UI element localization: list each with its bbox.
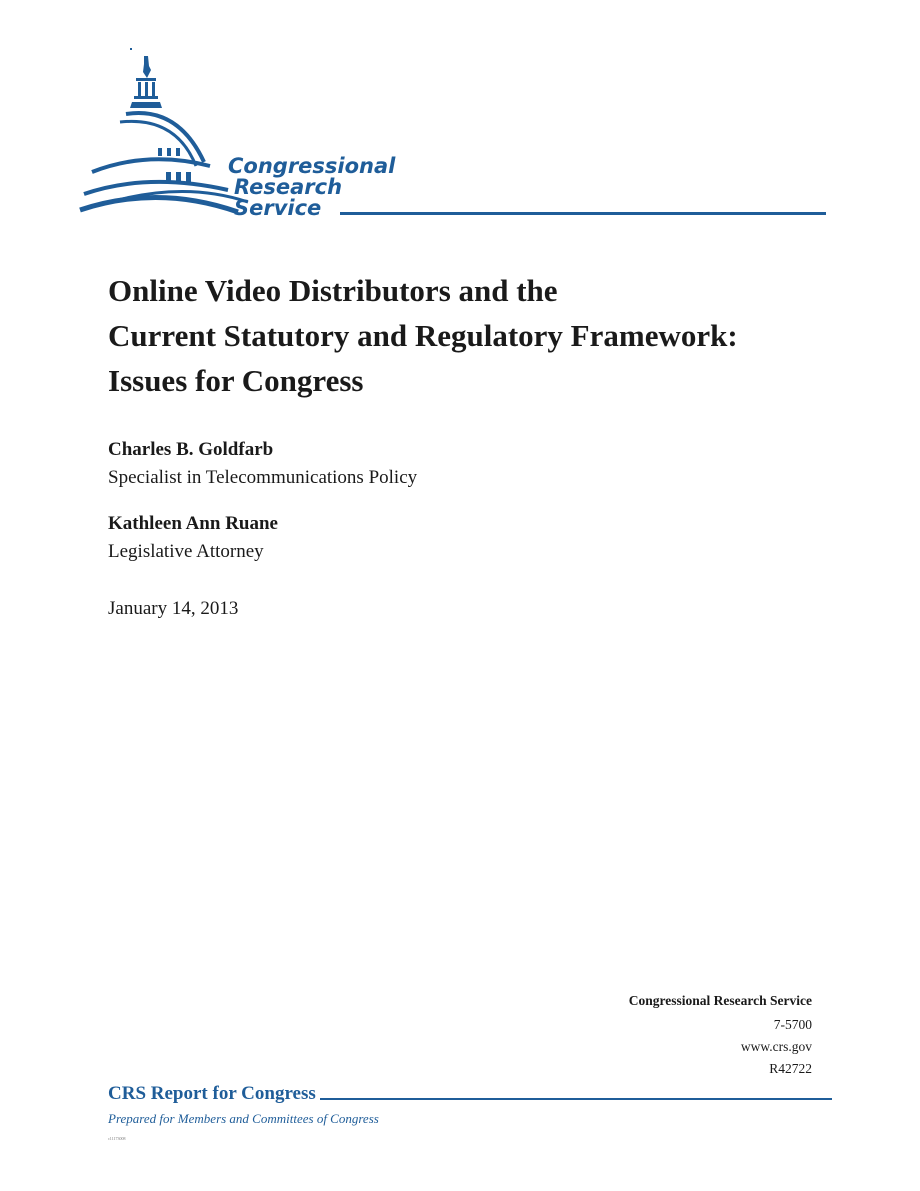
logo-rule xyxy=(340,212,826,215)
crs-org-name: Congressional Research Service xyxy=(628,993,812,1008)
report-number: R42722 xyxy=(769,1061,812,1076)
author-name: Charles B. Goldfarb xyxy=(108,439,274,460)
report-title xyxy=(108,268,848,403)
author-block xyxy=(108,436,417,492)
author-role: Legislative Attorney xyxy=(108,541,264,562)
title-line-3: Issues for Congress xyxy=(108,363,364,398)
report-date: January 14, 2013 xyxy=(108,598,239,619)
logo-line-congressional: Congressional xyxy=(228,154,396,178)
logo-line-research: Research xyxy=(234,175,343,199)
crs-info-block xyxy=(629,990,812,1080)
author-name: Kathleen Ann Ruane xyxy=(108,513,278,534)
author-block xyxy=(108,510,278,566)
logo-line-service: Service xyxy=(234,196,322,220)
author-role: Specialist in Telecommunications Policy xyxy=(108,467,418,488)
document-code: c11173008 xyxy=(108,1136,126,1141)
title-line-2: Current Statutory and Regulatory Framework: xyxy=(108,318,738,353)
footer xyxy=(108,1083,832,1127)
crs-website[interactable]: www.crs.gov xyxy=(740,1039,812,1054)
crs-logo xyxy=(78,44,838,224)
capitol-dome-icon xyxy=(78,44,838,224)
crs-phone: 7-5700 xyxy=(773,1017,812,1032)
title-line-1: Online Video Distributors and the xyxy=(108,273,558,308)
footer-title: CRS Report for Congress xyxy=(108,1083,320,1105)
footer-subtitle: Prepared for Members and Committees of Congress xyxy=(108,1111,379,1126)
